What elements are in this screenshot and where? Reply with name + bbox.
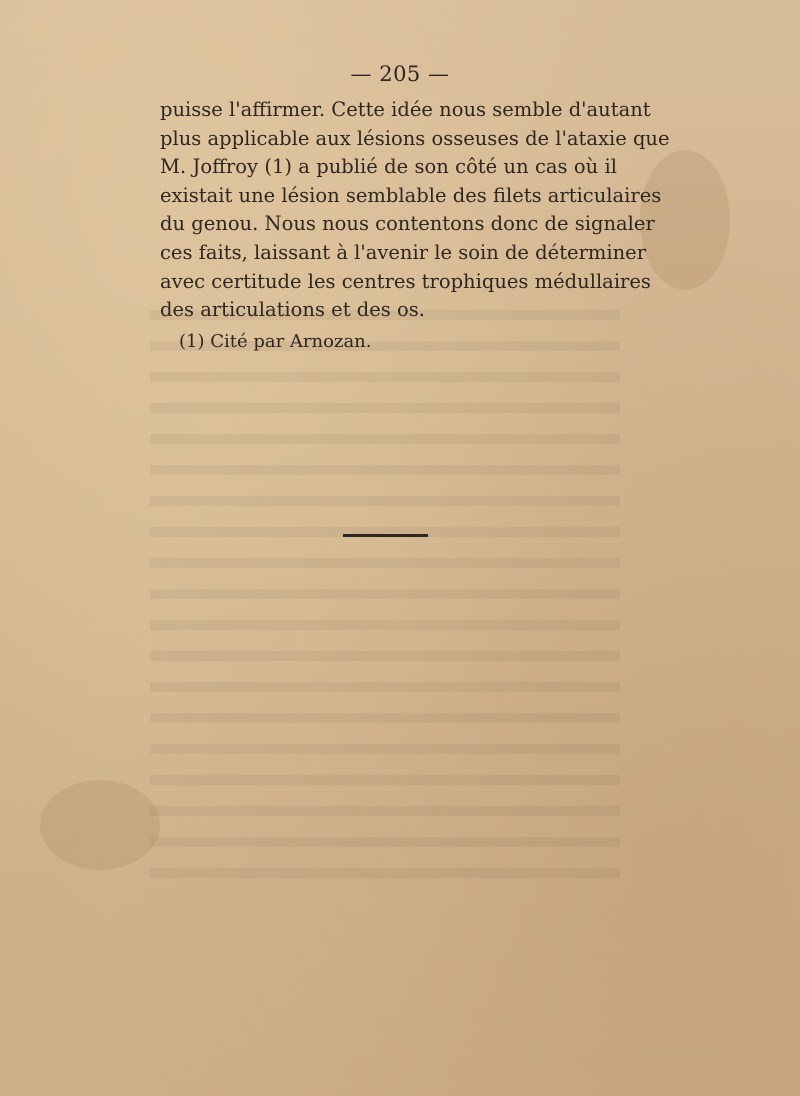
text-line: du genou. Nous nous contentons donc de signaler — [160, 212, 655, 236]
text-line: existait une lésion semblable des filets articulaires — [160, 183, 662, 207]
text-line: plus applicable aux lésions osseuses de l'ataxie que — [160, 126, 670, 150]
paper-stain — [40, 780, 160, 870]
footnote: (1) Cité par Arnozan. — [179, 331, 372, 352]
text-line: ces faits, laissant à l'avenir le soin de déterminer — [160, 240, 647, 264]
bleed-through-texture — [150, 300, 620, 880]
text-line: puisse l'affirmer. Cette idée nous semble d'autant — [160, 98, 651, 121]
body-paragraph — [160, 96, 670, 325]
text-line: des articulations et des os. — [160, 298, 425, 322]
page-number: — 205 — — [350, 62, 450, 86]
text-line: M. Joffroy (1) a publié de son côté un cas où il — [160, 155, 617, 179]
end-rule — [343, 534, 428, 537]
text-line: avec certitude les centres trophiques médullaires — [160, 269, 651, 293]
